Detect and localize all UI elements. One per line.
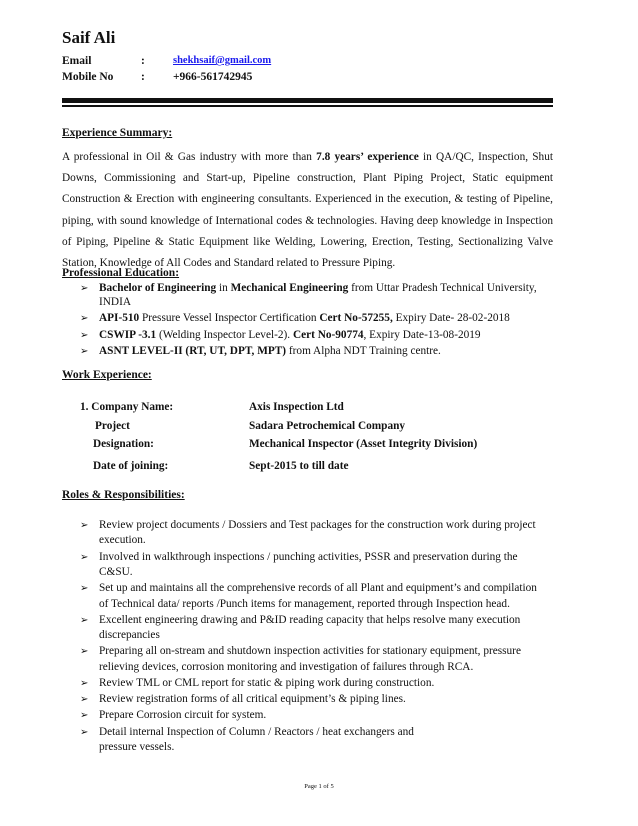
arrow-bullet-icon: ➢ xyxy=(80,313,89,324)
education-list xyxy=(62,282,553,362)
list-item: ➢ Detail internal Inspection of Column / Reactors / heat exchangers and pressure vessels. xyxy=(80,725,414,754)
candidate-name: Saif Ali xyxy=(62,28,116,47)
arrow-bullet-icon: ➢ xyxy=(80,520,89,531)
job-company-value: Axis Inspection Ltd xyxy=(249,401,344,413)
job-project-value: Sadara Petrochemical Company xyxy=(249,420,406,432)
mobile-value: +966-561742945 xyxy=(173,71,253,83)
email-link[interactable]: shekhsaif@gmail.com xyxy=(173,55,272,66)
experience-summary-heading: Experience Summary: xyxy=(62,127,173,139)
work-experience-heading: Work Experience: xyxy=(62,369,152,381)
roles-heading: Roles & Responsibilities: xyxy=(62,489,185,501)
header-divider-thick xyxy=(62,98,553,103)
arrow-bullet-icon: ➢ xyxy=(80,551,89,563)
education-item: ➢ Bachelor of Engineering in Mechanical Engineering from Uttar Pradesh Technical University, INDIA xyxy=(80,282,537,308)
email-colon: : xyxy=(141,55,145,67)
list-item: ➢ Excellent engineering drawing and P&ID reading capacity that helps resolve many execution discrepancies xyxy=(80,613,521,642)
mobile-label: Mobile No xyxy=(62,71,114,83)
page-number: Page 1 of 5 xyxy=(304,783,334,790)
list-item: ➢ Review registration forms of all critical equipment’s & piping lines. xyxy=(62,692,542,707)
education-item: ➢ API-510 Pressure Vessel Inspector Certification Cert No-57255, Expiry Date- 28-02-2018 xyxy=(80,312,510,324)
arrow-bullet-icon: ➢ xyxy=(80,678,89,690)
arrow-bullet-icon: ➢ xyxy=(80,694,89,706)
job-company-label: 1. Company Name: xyxy=(80,401,174,413)
arrow-bullet-icon: ➢ xyxy=(80,710,89,722)
email-label: Email xyxy=(62,55,92,67)
arrow-bullet-icon: ➢ xyxy=(80,726,89,738)
header-divider-thin xyxy=(62,105,553,107)
roles-list xyxy=(62,518,542,756)
arrow-bullet-icon: ➢ xyxy=(80,329,89,341)
arrow-bullet-icon: ➢ xyxy=(80,283,89,294)
list-item: ➢ Involved in walkthrough inspections / punching activities, PSSR and preservation during the C&SU. xyxy=(80,550,518,579)
summary-text-rest: in QA/QC, Inspection, Shut Downs, Commissioning and Start-up, Pipeline construction, Plant Piping Project, Static equipment Construction & Erection with engineering consultants. Experienced in the execution, & testing of Pipeline, piping, with sound knowledge of International codes & technologies. Having deep knowledge in Inspection of Piping, Pipeline & Static Equipment like Welding, Lowering, Erection, Testing, Sectionalizing Valve Station, Knowledge of All Codes and Standard related to Pressure Piping. xyxy=(62,151,553,270)
job-designation-label: Designation: xyxy=(93,438,154,450)
education-heading: Professional Education: xyxy=(62,267,180,279)
job-joining-label: Date of joining: xyxy=(93,460,169,472)
arrow-bullet-icon: ➢ xyxy=(80,646,89,658)
mobile-colon: : xyxy=(141,71,145,83)
list-item: ➢ Preparing all on-stream and shutdown inspection activities for stationary equipment, pressure relieving devices, corrosion monitoring and investigation of failures through RCA. xyxy=(80,645,521,673)
job-joining-value: Sept-2015 to till date xyxy=(249,460,349,472)
arrow-bullet-icon: ➢ xyxy=(80,346,89,357)
list-item: ➢ Set up and maintains all the comprehensive records of all Plant and equipment’s and compilation of Technical data/ reports /Punch items for management, reported through Inspection head. xyxy=(80,582,537,610)
job-designation-value: Mechanical Inspector (Asset Integrity Division) xyxy=(249,438,478,450)
summary-text-start: A professional in Oil & Gas industry with more than xyxy=(62,151,317,163)
list-item: ➢ Review project documents / Dossiers and Test packages for the construction work during project execution. xyxy=(80,519,536,547)
summary-years-bold: 7.8 years’ experience xyxy=(316,151,419,163)
experience-summary-text xyxy=(62,147,553,274)
job-project-label: Project xyxy=(95,420,130,432)
education-item: ➢ CSWIP -3.1 (Welding Inspector Level-2). Cert No-90774, Expiry Date-13-08-2019 xyxy=(80,328,481,341)
arrow-bullet-icon: ➢ xyxy=(80,614,89,626)
arrow-bullet-icon: ➢ xyxy=(80,583,89,595)
list-item: ➢ Review TML or CML report for static & piping work during construction. xyxy=(62,676,542,691)
list-item: ➢ Prepare Corrosion circuit for system. xyxy=(62,708,542,723)
education-item: ➢ ASNT LEVEL-II (RT, UT, DPT, MPT) from Alpha NDT Training centre. xyxy=(80,345,441,357)
